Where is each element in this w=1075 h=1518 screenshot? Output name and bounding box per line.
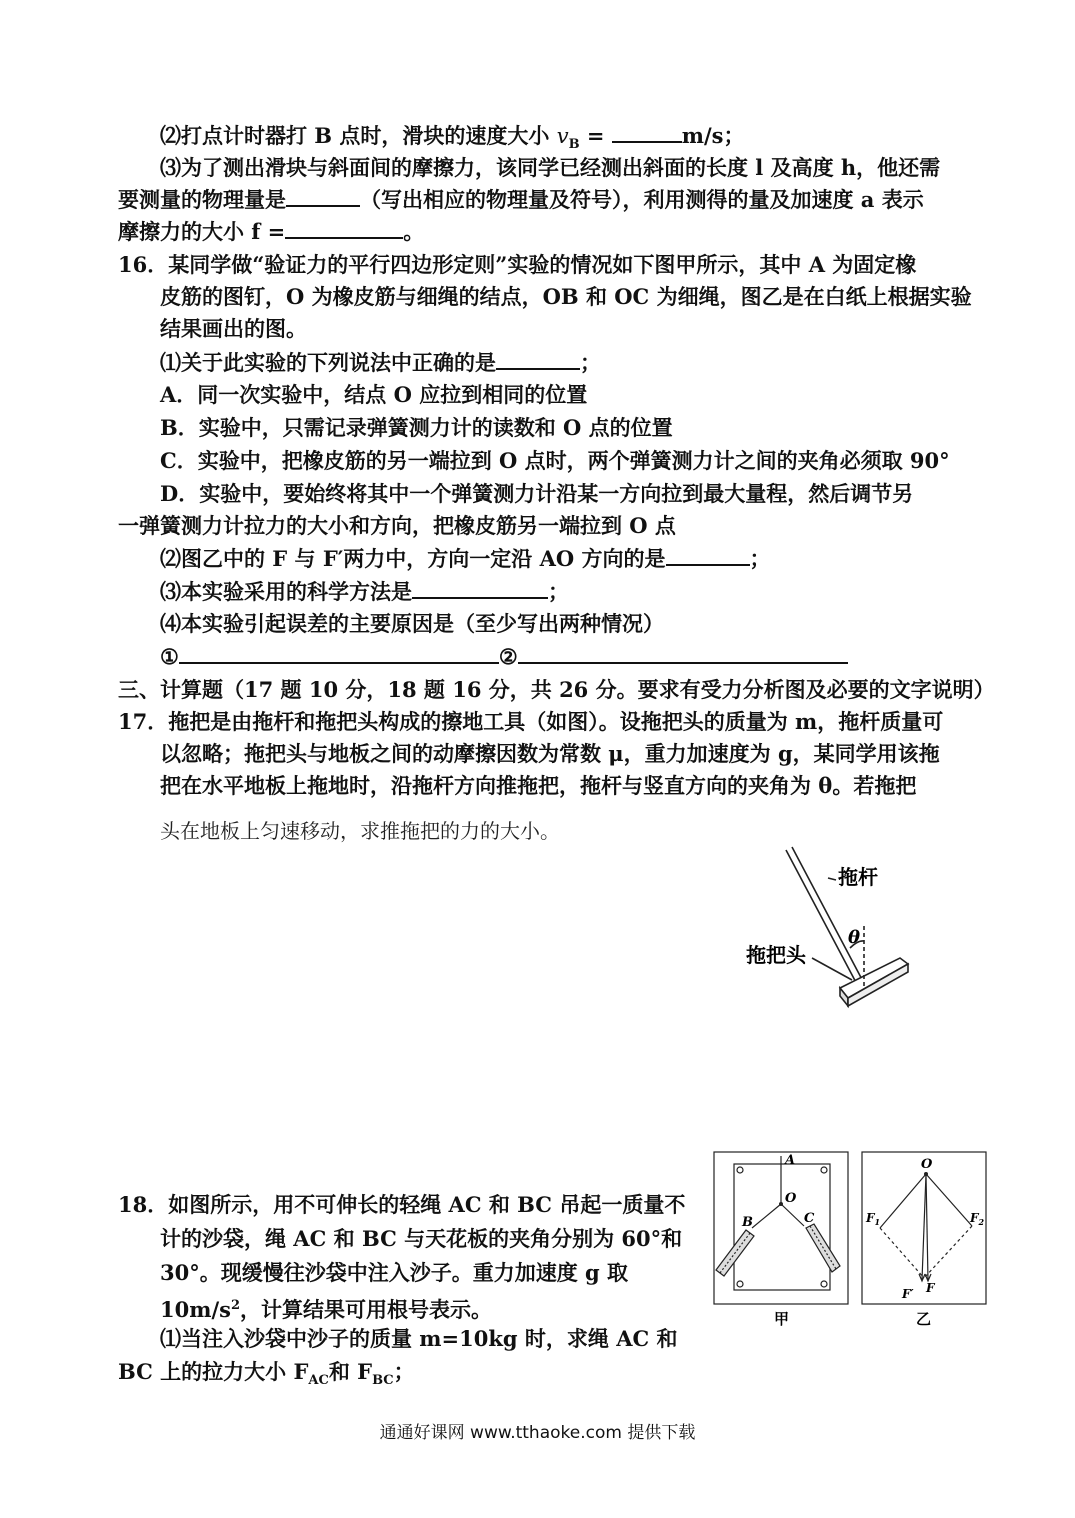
q16-part-1: ⑴关于此实验的下列说法中正确的是 ； <box>160 350 601 375</box>
q17-line-2: 以忽略；拖把头与地板之间的动摩擦因数为常数 μ，重力加速度为 g，某同学用该拖 <box>160 741 940 766</box>
vector-f <box>926 1174 928 1280</box>
string-oc <box>781 1204 804 1226</box>
q17-line-3: 把在水平地板上拖地时，沿拖杆方向推拖把，拖杆与竖直方向的夹角为 θ。若拖把 <box>160 773 917 798</box>
q16-option-d-2: 一弹簧测力计拉力的大小和方向，把橡皮筋另一端拉到 O 点 <box>118 513 676 538</box>
q16-part-3: ⑶本实验采用的科学方法是 ； <box>160 579 569 604</box>
q16-line-3: 结果画出的图。 <box>160 316 307 341</box>
label-rod: 拖杆 <box>838 865 878 889</box>
q18-line-2: 计的沙袋，绳 AC 和 BC 与天花板的夹角分别为 60°和 <box>160 1226 683 1251</box>
pin-icon <box>737 1167 743 1173</box>
footer-credit: 通通好课网 www.tthaoke.com 提供下载 <box>379 1423 696 1443</box>
label-f1: $F_1$ <box>866 1211 881 1227</box>
q16-option-b: B．实验中，只需记录弹簧测力计的读数和 O 点的位置 <box>160 415 673 440</box>
mop-figure <box>740 840 920 1020</box>
parallelogram-edge <box>924 1226 972 1278</box>
answer-blank[interactable] <box>412 579 548 599</box>
string-ob <box>752 1204 781 1228</box>
pin-icon <box>821 1281 827 1287</box>
answer-blank[interactable] <box>285 219 403 239</box>
q16-option-a: A．同一次实验中，结点 O 应拉到相同的位置 <box>160 382 588 407</box>
q18-line-6: BC 上的拉力大小 $F_{AC}$和 $F_{BC}$； <box>118 1359 415 1389</box>
q15-line-4: 要测量的物理量是 （写出相应的物理量及符号），利用测得的量及加速度 a 表示 <box>118 187 924 212</box>
q16-option-c: C．实验中，把橡皮筋的另一端拉到 O 点时，两个弹簧测力计之间的夹角必须取 90° <box>160 448 950 473</box>
q18-line-4: $10m/s^2$，计算结果可用根号表示。 <box>160 1297 492 1322</box>
q15-line-3: ⑶为了测出滑块与斜面间的摩擦力，该同学已经测出斜面的长度 l 及高度 h，他还需 <box>160 155 941 180</box>
answer-blank[interactable] <box>496 350 580 370</box>
vector-f1 <box>880 1174 926 1228</box>
figure-jia <box>712 1150 852 1330</box>
answer-blank[interactable] <box>612 123 682 143</box>
pin-icon <box>821 1167 827 1173</box>
q16-line-1: 16．某同学做“验证力的平行四边形定则”实验的情况如下图甲所示，其中 A 为固定橡 <box>118 252 917 277</box>
label-f-prime: F′ <box>902 1287 914 1301</box>
label-c: C <box>804 1211 815 1226</box>
label-theta: θ <box>848 927 861 948</box>
q15-line-5: 摩擦力的大小 f = 。 <box>118 219 425 244</box>
q16-part-2: ⑵图乙中的 F 与 F′两力中，方向一定沿 AO 方向的是 ； <box>160 546 771 571</box>
q17-line-1: 17．拖把是由拖杆和拖把头构成的擦地工具（如图）。设拖把头的质量为 m，拖杆质量可 <box>118 709 944 734</box>
figure-yi <box>860 1150 990 1330</box>
q16-part-4: ⑷本实验引起误差的主要原因是（至少写出两种情况） <box>160 611 664 636</box>
label-b: B <box>742 1215 753 1230</box>
q18-line-5: ⑴当注入沙袋中沙子的质量 m=10kg 时，求绳 AC 和 <box>160 1326 678 1351</box>
label-f2: $F_2$ <box>970 1211 985 1227</box>
answer-blank[interactable] <box>286 187 360 207</box>
q17-line-4: 头在地板上匀速移动，求推拖把的力的大小。 <box>160 819 560 843</box>
q16-option-d-1: D．实验中，要始终将其中一个弹簧测力计沿某一方向拉到最大量程，然后调节另 <box>160 481 914 506</box>
q16-line-2: 皮筋的图钉，O 为橡皮筋与细绳的结点，OB 和 OC 为细绳，图乙是在白纸上根据实验 <box>160 284 972 309</box>
parallelogram-edge <box>880 1228 924 1278</box>
q18-line-1: 18．如图所示，用不可伸长的轻绳 AC 和 BC 吊起一质量不 <box>118 1192 686 1217</box>
label-o: O <box>785 1191 797 1206</box>
q18-line-3: 30°。现缓慢往沙袋中注入沙子。重力加速度 g 取 <box>160 1260 629 1285</box>
answer-blank[interactable] <box>666 546 750 566</box>
spring-scale-right <box>806 1224 840 1272</box>
label-f: F <box>926 1281 935 1295</box>
label-mop-head: 拖把头 <box>746 943 806 967</box>
answer-blank[interactable] <box>179 644 499 664</box>
q16-answer-lines: ① ② <box>160 644 848 670</box>
caption-yi: 乙 <box>916 1310 932 1328</box>
q15-line-2: ⑵打点计时器打 B 点时，滑块的速度大小 $v_B = m/s$； <box>160 123 745 153</box>
answer-blank[interactable] <box>518 644 848 664</box>
label-a: A <box>785 1153 796 1168</box>
vector-f-prime <box>922 1174 926 1280</box>
label-o: O <box>921 1157 933 1172</box>
spring-scale-left <box>716 1230 754 1276</box>
section-title: 三、计算题（17 题 10 分，18 题 16 分，共 26 分。要求有受力分析图及必要的文字说明） <box>118 677 995 702</box>
vector-f2 <box>926 1174 972 1226</box>
caption-jia: 甲 <box>774 1310 790 1328</box>
pin-icon <box>737 1281 743 1287</box>
